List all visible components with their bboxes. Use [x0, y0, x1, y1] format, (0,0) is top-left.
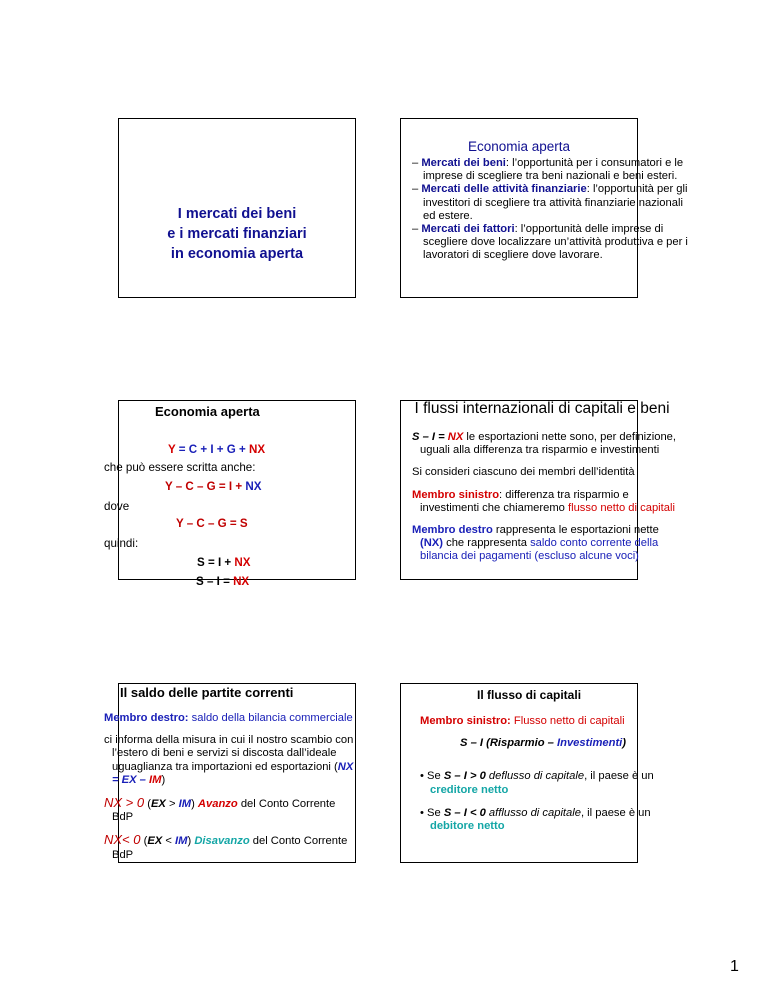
- page-number: 1: [730, 958, 739, 975]
- slide-4-body: [412, 431, 682, 564]
- paragraph: S – I = NX le esportazioni nette sono, per definizione, uguali alla differenza tra risparmio e investimenti: [412, 431, 677, 457]
- slide-3-text-1: che può essere scritta anche:: [104, 461, 256, 474]
- slide-2-list: [412, 157, 692, 263]
- equation-3: Y – C – G = S: [176, 517, 248, 530]
- paragraph: Membro sinistro: Flusso netto di capitali: [420, 715, 625, 727]
- slide-6-body: [420, 715, 690, 833]
- slide-3-title: Economia aperta: [155, 404, 260, 419]
- slide-5-title: Il saldo delle partite correnti: [120, 685, 294, 700]
- equation-1: Y = C + I + G + NX: [168, 443, 266, 456]
- title-line-1: I mercati dei beni: [177, 206, 297, 222]
- list-item: • Se S – I < 0 afflusso di capitale, il paese è un debitore netto: [420, 806, 651, 833]
- slide-4-title: I flussi internazionali di capitali e beni: [414, 400, 670, 417]
- slide-5-body: [104, 712, 354, 862]
- list-item: – Mercati dei fattori: l’opportunità delle imprese di scegliere dove localizzare un’attività produttiva e per i lavoratori di scegliere dove lavorare.: [412, 223, 688, 262]
- slide-3-text-2: dove: [104, 500, 130, 513]
- equation-2: Y – C – G = I + NX: [165, 480, 262, 493]
- list-item: – Mercati delle attività finanziarie: l’opportunità per gli investitori di scegliere tra attività finanziarie nazionali ed estere.: [412, 183, 688, 222]
- slide-3-text-3: quindi:: [104, 537, 139, 550]
- slide-1-title: [118, 204, 356, 264]
- paragraph: NX > 0 (EX > IM) Avanzo del Conto Corrente BdP: [104, 795, 336, 824]
- paragraph: Membro destro rappresenta le esportazioni nette (NX) che rappresenta saldo conto corrente della bilancia dei pagamenti (escluso alcune voci): [412, 524, 659, 563]
- paragraph: S – I (Risparmio – Investimenti): [460, 737, 627, 750]
- paragraph: Si consideri ciascuno dei membri dell’identità: [412, 466, 635, 479]
- paragraph: Membro sinistro: differenza tra risparmio e investimenti che chiameremo flusso netto di capitali: [412, 488, 675, 514]
- list-item: – Mercati dei beni: l’opportunità per i consumatori e le imprese di scegliere tra beni nazionali e beni esteri.: [412, 157, 684, 183]
- title-line-3: in economia aperta: [170, 246, 304, 262]
- paragraph: Membro destro: saldo della bilancia commerciale: [104, 712, 353, 724]
- equation-5: S – I = NX: [196, 575, 250, 588]
- slide-6-title: Il flusso di capitali: [477, 688, 582, 702]
- paragraph: NX< 0 (EX < IM) Disavanzo del Conto Corrente BdP: [104, 832, 348, 861]
- slide-2-title: Economia aperta: [467, 139, 571, 154]
- equation-4: S = I + NX: [197, 556, 251, 569]
- paragraph: ci informa della misura in cui il nostro scambio con l’estero di beni e servizi si discosta dall’ideale uguaglianza tra importazioni ed esportazioni (NX = EX – IM): [104, 734, 354, 786]
- title-line-2: e i mercati finanziari: [167, 226, 307, 242]
- list-item: • Se S – I > 0 deflusso di capitale, il paese è un creditore netto: [420, 770, 654, 796]
